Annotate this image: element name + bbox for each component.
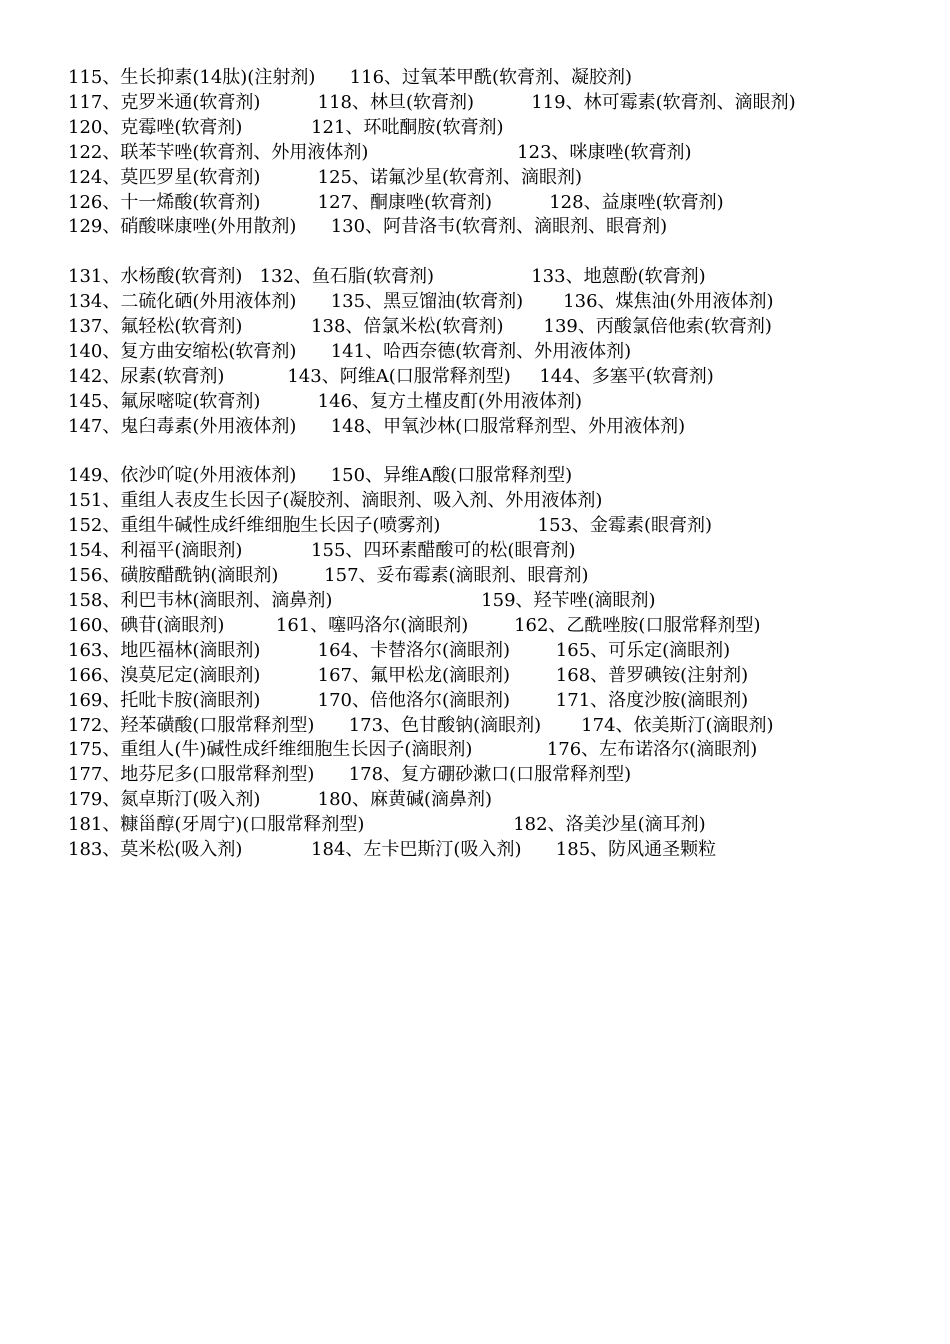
paragraph: 151、重组人表皮生长因子(凝胶剂、滴眼剂、吸入剂、外用液体剂) — [68, 490, 603, 512]
paragraph: 177、地芬尼多(口服常释剂型) 178、复方硼砂漱口(口服常释剂型) — [68, 764, 632, 786]
paragraph: 179、氮卓斯汀(吸入剂) 180、麻黄碱(滴鼻剂) — [68, 789, 493, 811]
paragraph: 181、糠甾醇(牙周宁)(口服常释剂型) 182、洛美沙星(滴耳剂) — [68, 814, 706, 836]
paragraph: 172、羟苯磺酸(口服常释剂型) 173、色甘酸钠(滴眼剂) 174、依美斯汀(滴眼剂) — [68, 714, 774, 736]
paragraph: 156、磺胺醋酰钠(滴眼剂) 157、妥布霉素(滴眼剂、眼膏剂) — [68, 565, 589, 587]
blank-line — [68, 440, 874, 465]
paragraph: 115、生长抑素(14肽)(注射剂) 116、过氧苯甲酰(软膏剂、凝胶剂) — [68, 67, 633, 88]
blank-line — [68, 240, 874, 265]
paragraph: 126、十一烯酸(软膏剂) 127、酮康唑(软膏剂) 128、益康唑(软膏剂) — [68, 191, 724, 213]
paragraph: 166、溴莫尼定(滴眼剂) 167、氟甲松龙(滴眼剂) 168、普罗碘铵(注射剂) — [68, 664, 749, 686]
document-body — [68, 66, 874, 863]
paragraph: 124、莫匹罗星(软膏剂) 125、诺氟沙星(软膏剂、滴眼剂) — [68, 166, 583, 188]
paragraph: 131、水杨酸(软膏剂) 132、鱼石脂(软膏剂) 133、地蒽酚(软膏剂) — [68, 266, 706, 288]
paragraph: 158、利巴韦林(滴眼剂、滴鼻剂) 159、羟苄唑(滴眼剂) — [68, 590, 656, 611]
paragraph: 152、重组牛碱性成纤维细胞生长因子(喷雾剂) 153、金霉素(眼膏剂) — [68, 515, 713, 537]
paragraph: 134、二硫化硒(外用液体剂) 135、黑豆馏油(软膏剂) 136、煤焦油(外用液体剂) — [68, 291, 774, 313]
paragraph: 147、鬼臼毒素(外用液体剂) 148、甲氧沙林(口服常释剂型、外用液体剂) — [68, 415, 686, 437]
paragraph: 175、重组人(牛)碱性成纤维细胞生长因子(滴眼剂) 176、左布诺洛尔(滴眼剂) — [68, 739, 758, 761]
paragraph: 145、氟尿嘧啶(软膏剂) 146、复方土槿皮酊(外用液体剂) — [68, 390, 583, 412]
paragraph: 142、尿素(软膏剂) 143、阿维A(口服常释剂型) 144、多塞平(软膏剂) — [68, 365, 714, 387]
paragraph: 160、碘苷(滴眼剂) 161、噻吗洛尔(滴眼剂) 162、乙酰唑胺(口服常释剂型) — [68, 614, 761, 636]
paragraph: 129、硝酸咪康唑(外用散剂) 130、阿昔洛韦(软膏剂、滴眼剂、眼膏剂) — [68, 216, 668, 238]
paragraph: 117、克罗米通(软膏剂) 118、林旦(软膏剂) 119、林可霉素(软膏剂、滴眼剂) — [68, 91, 796, 113]
paragraph: 140、复方曲安缩松(软膏剂) 141、哈西奈德(软膏剂、外用液体剂) — [68, 340, 632, 362]
paragraph: 149、依沙吖啶(外用液体剂) 150、异维A酸(口服常释剂型) — [68, 465, 573, 487]
paragraph: 154、利福平(滴眼剂) 155、四环素醋酸可的松(眼膏剂) — [68, 540, 576, 562]
paragraph: 183、莫米松(吸入剂) 184、左卡巴斯汀(吸入剂) 185、防风通圣颗粒 — [68, 839, 717, 861]
paragraph: 169、托吡卡胺(滴眼剂) 170、倍他洛尔(滴眼剂) 171、洛度沙胺(滴眼剂) — [68, 689, 749, 711]
paragraph: 163、地匹福林(滴眼剂) 164、卡替洛尔(滴眼剂) 165、可乐定(滴眼剂) — [68, 639, 731, 661]
paragraph: 120、克霉唑(软膏剂) 121、环吡酮胺(软膏剂) — [68, 116, 504, 138]
paragraph: 122、联苯苄唑(软膏剂、外用液体剂) 123、咪康唑(软膏剂) — [68, 141, 692, 163]
paragraph: 137、氟轻松(软膏剂) 138、倍氯米松(软膏剂) 139、丙酸氯倍他索(软膏剂) — [68, 316, 772, 338]
